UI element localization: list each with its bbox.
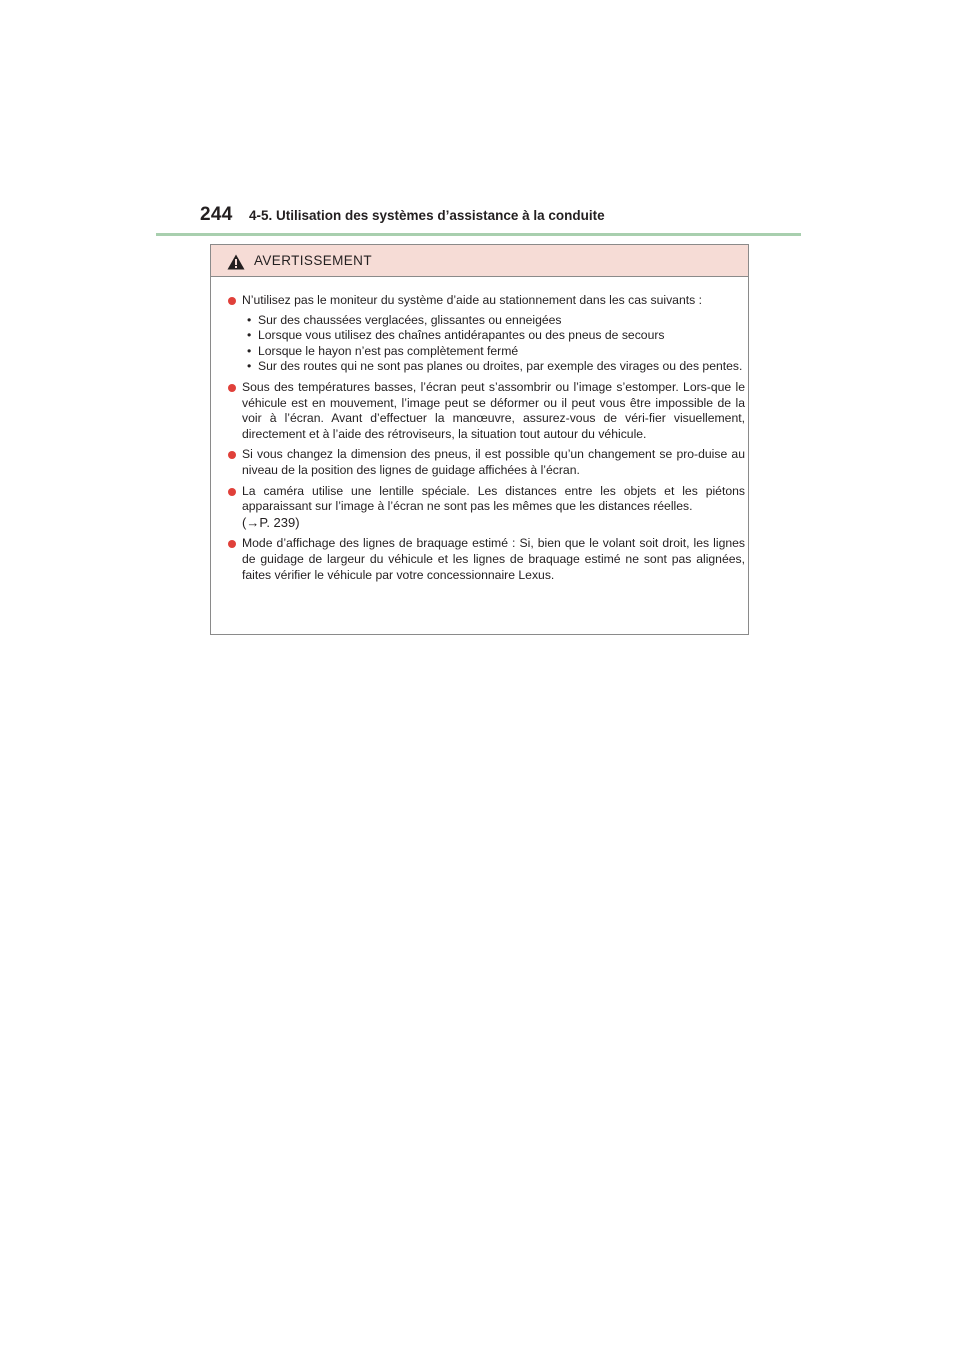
bullet-dot-icon <box>228 297 236 305</box>
warning-item <box>226 484 745 532</box>
warning-item-text: Sous des températures basses, l’écran peut s’assombrir ou l’image s’estomper. Lors-que le véhicule est en mouvement, l’image peut se déformer ou il peut vous être impossible de la voir à l’écran. Avant d’effectuer la manœuvre, assurez-vous de véri-fier visuellement, directement et à l’aide des rétroviseurs, la situation tout autour du véhicule. <box>242 379 745 441</box>
sub-item: • Lorsque vous utilisez des chaînes antidérapantes ou des pneus de secours <box>247 328 665 343</box>
sub-item: • Sur des chaussées verglacées, glissantes ou enneigées <box>247 312 562 327</box>
bullet-dot-icon <box>228 488 236 496</box>
bullet-dot-icon <box>228 451 236 459</box>
header-divider <box>156 233 801 236</box>
page-reference-link[interactable]: (→P. 239) <box>242 514 300 530</box>
page-number: 244 <box>200 204 233 225</box>
bullet-dot-icon <box>228 540 236 548</box>
bullet-icon: • <box>247 312 252 327</box>
sub-item: • Sur des routes qui ne sont pas planes ou droites, par exemple des virages ou des pentes. <box>247 359 743 374</box>
warning-title: AVERTISSEMENT <box>254 253 372 268</box>
warning-item <box>226 536 745 583</box>
warning-item-text: La caméra utilise une lentille spéciale. Les distances entre les objets et les piétons apparaissant sur l’image à l’écran ne sont pas les mêmes que les distances réelles. <box>242 483 745 514</box>
sub-list <box>242 313 745 375</box>
warning-item <box>226 293 745 375</box>
warning-item-text: Mode d’affichage des lignes de braquage estimé : Si, bien que le volant soit droit, les lignes de guidage de largeur du véhicule et les lignes de braquage estimé ne sont pas alignées, faites vérifier le véhicule par votre concessionnaire Lexus. <box>242 536 745 582</box>
warning-item <box>226 380 745 442</box>
warning-item-text: N’utilisez pas le moniteur du système d’aide au stationnement dans les cas suivants : <box>242 293 702 307</box>
warning-item-text: Si vous changez la dimension des pneus, il est possible qu’un changement se pro-duise au niveau de la position des lignes de guidage affichées à l’écran. <box>242 447 745 477</box>
warning-triangle-icon <box>227 254 245 270</box>
bullet-icon: • <box>247 359 252 374</box>
warning-box <box>210 244 749 635</box>
warning-item <box>226 447 745 478</box>
bullet-icon: • <box>247 343 252 358</box>
bullet-icon: • <box>247 328 252 343</box>
sub-item: • Lorsque le hayon n’est pas complètement fermé <box>247 343 519 358</box>
warning-header <box>211 245 748 277</box>
section-title: 4-5. Utilisation des systèmes d’assistance à la conduite <box>249 208 605 223</box>
bullet-dot-icon <box>228 384 236 392</box>
page-header <box>200 204 800 230</box>
warning-body <box>226 293 745 588</box>
